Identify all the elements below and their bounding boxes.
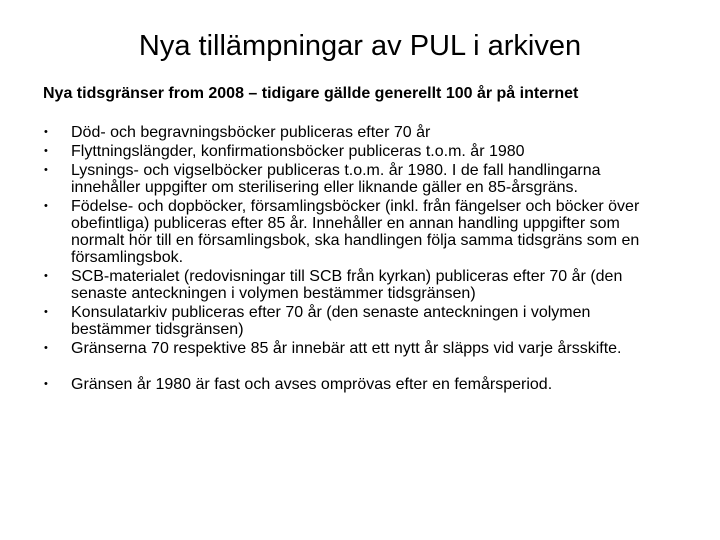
bullet-text: Död- och begravningsböcker publiceras efter 70 år (71, 124, 431, 141)
bullet-dot-icon: • (44, 126, 48, 138)
bullet-text: Gränsen år 1980 är fast och avses omprövas efter en femårsperiod. (71, 376, 553, 393)
bullet-item-1 (0, 124, 671, 141)
bullet-dot-icon: • (44, 342, 48, 354)
bullet-text: Flyttningslängder, konfirmationsböcker publiceras t.o.m. år 1980 (71, 143, 525, 160)
bullet-item-7 (0, 340, 671, 357)
bullet-item-4 (0, 198, 671, 266)
bullet-list (0, 124, 720, 393)
bullet-text: SCB-materialet (redovisningar till SCB från kyrkan) publiceras efter 70 år (den senaste anteckningen i volymen bestämmer tidsgränsen) (71, 268, 623, 302)
bullet-text: Lysnings- och vigselböcker publiceras t.o.m. år 1980. I de fall handlingarna innehåller uppgifter om sterilisering eller liknande gäller en 85-årsgräns. (71, 162, 601, 196)
bullet-text: Födelse- och dopböcker, församlingsböcker (inkl. från fängelser och böcker över obefintliga) publiceras efter 85 år. Innehåller en annan handling uppgifter som normalt hör till en församlingsbok, ska handlingen följa samma tidsgräns som en församlingsbok. (71, 198, 640, 266)
slide-title: Nya tillämpningar av PUL i arkiven (138, 30, 582, 62)
bullet-dot-icon: • (44, 378, 48, 390)
bullet-item-5 (0, 268, 671, 302)
bullet-dot-icon: • (44, 200, 48, 212)
bullet-text: Gränserna 70 respektive 85 år innebär att ett nytt år släpps vid varje årsskifte. (71, 340, 622, 357)
bullet-item-3 (0, 162, 671, 196)
bullet-dot-icon: • (44, 145, 48, 157)
bullet-dot-icon: • (44, 306, 48, 318)
slide-subtitle: Nya tidsgränser from 2008 – tidigare gällde generellt 100 år på internet (43, 85, 579, 102)
bullet-item-2 (0, 143, 671, 160)
bullet-text: Konsulatarkiv publiceras efter 70 år (den senaste anteckningen i volymen bestämmer tidsgränsen) (71, 304, 591, 338)
bullet-dot-icon: • (44, 164, 48, 176)
bullet-item-8 (0, 376, 671, 393)
bullet-dot-icon: • (44, 270, 48, 282)
bullet-item-6 (0, 304, 671, 338)
